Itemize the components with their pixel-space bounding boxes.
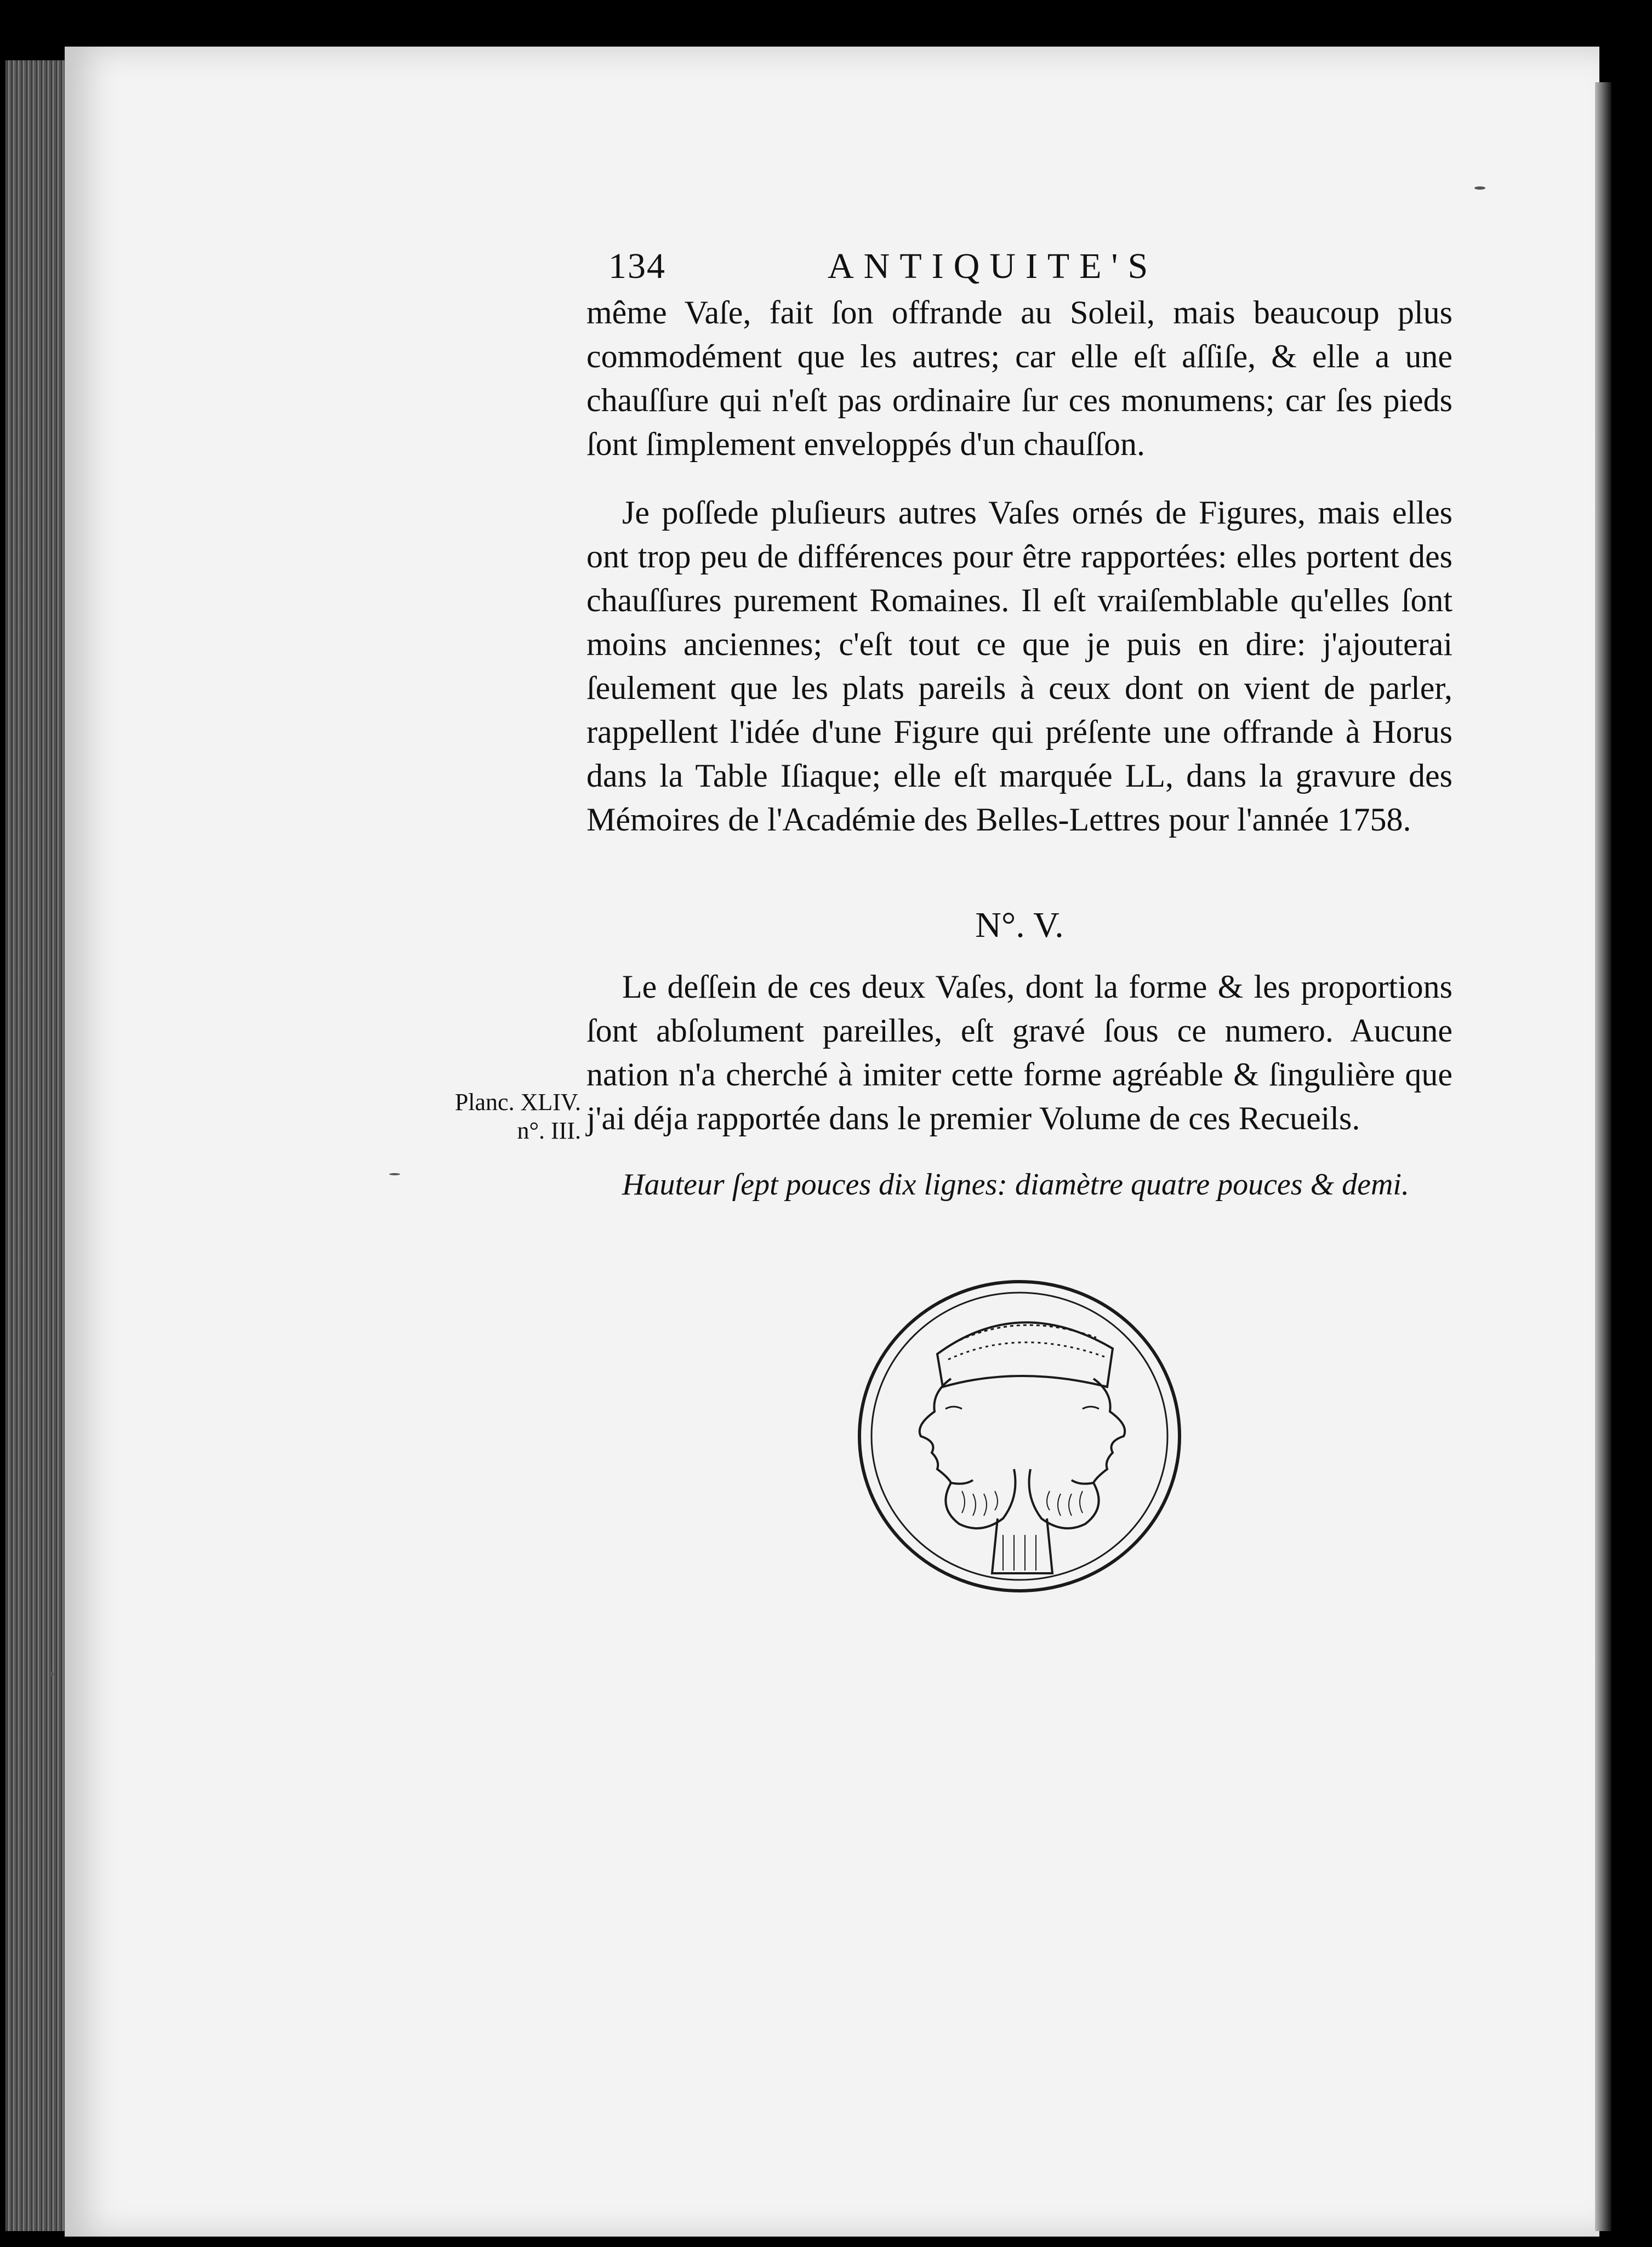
measurement-note: Hauteur ſept pouces dix lignes: diamètre quatre pouces & demi.: [622, 1168, 1409, 1202]
janus-medallion-illustration: [855, 1277, 1184, 1595]
janus-neck: [992, 1518, 1052, 1573]
janus-right-beard: [1029, 1469, 1099, 1528]
janus-right-eye: [1083, 1407, 1099, 1409]
paragraph-vases: Je poſſede pluſieurs autres Vaſes ornés de Figures, mais elles ont trop peu de différences pour être rapportées: elles portent des chauſſures purement Romaines. Il eſt vraiſemblable qu'elles ſont moins anciennes; c'eſt tout ce que je puis en dire: j'ajouterai ſeulement que les plats pareils à ceux dont on vient de parler, rappellent l'idée d'une Figure qui préſente une offrande à Horus dans la Table Iſiaque; elle eſt marquée LL, dans la gravure des Mémoires de l'Académie des Belles-Lettres pour l'année 1758.: [586, 494, 1452, 838]
janus-left-eye: [945, 1407, 962, 1409]
janus-left-face: [920, 1379, 973, 1484]
janus-right-face: [1072, 1379, 1125, 1484]
ink-speck: [1474, 186, 1485, 190]
paragraph-design: Le deſſein de ces deux Vaſes, dont la forme & les proportions ſont abſolument pareilles, eſt gravé ſous ce numero. Aucune nation n'a cherché à imiter cette forme agréable & ſingulière que j'ai déja rapportée dans le premier Volume de ces Recueils.: [586, 969, 1452, 1136]
margin-note: [362, 1088, 581, 1145]
janus-hair: [937, 1322, 1113, 1387]
page-edge-shadow: [1595, 82, 1611, 2231]
page-heading: ANTIQUITE'S: [828, 246, 1158, 286]
ink-speck: [49, 1672, 54, 1676]
janus-left-beard: [945, 1469, 1015, 1528]
section-heading: N°. V.: [975, 905, 1064, 945]
ink-speck: [389, 1173, 400, 1175]
medallion-outer-ring: [859, 1282, 1180, 1591]
margin-note-plate: Planc. XLIV.: [454, 1089, 581, 1116]
book-page-edges: [5, 60, 66, 2231]
page-number: 134: [608, 246, 666, 286]
margin-note-number: n°. III.: [517, 1117, 581, 1144]
paragraph-continuation: même Vaſe, fait ſon offrande au Soleil, mais beaucoup plus commodément que les autres; car elle eſt aſſiſe, & elle a une chauſſure qui n'eſt pas ordinaire ſur ces monumens; car ſes pieds ſont ſimplement enveloppés d'un chauſſon.: [586, 294, 1452, 462]
running-head: [608, 246, 1442, 295]
